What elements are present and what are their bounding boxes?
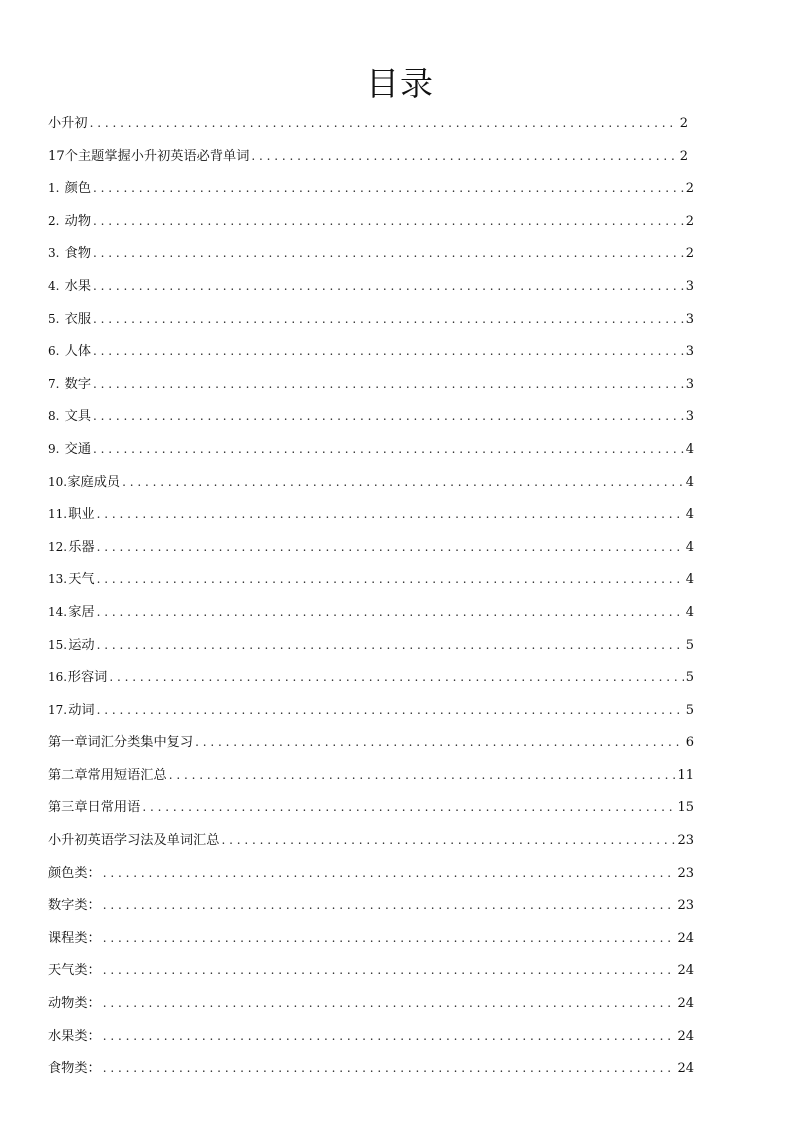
toc-entry-page-number: 3 — [685, 376, 694, 392]
dot-leader — [95, 635, 684, 655]
toc-entry[interactable] — [48, 1026, 694, 1059]
toc-entry[interactable] — [48, 406, 694, 439]
toc-entry[interactable] — [48, 178, 694, 211]
dot-leader — [101, 928, 676, 948]
dot-leader — [91, 439, 684, 459]
toc-entry-label: 水果 — [64, 278, 92, 294]
dot-leader — [101, 993, 676, 1013]
toc-entry-page-number: 4 — [685, 474, 694, 490]
toc-entry[interactable] — [48, 993, 694, 1026]
toc-entry-page-number: 2 — [679, 148, 688, 164]
dot-leader — [101, 1058, 676, 1078]
toc-entry[interactable] — [48, 439, 694, 472]
toc-entry-page-number: 24 — [677, 930, 694, 946]
toc-entry-number: 10. — [48, 474, 68, 489]
toc-entry-page-number: 5 — [685, 637, 694, 653]
toc-entry[interactable] — [48, 895, 694, 928]
dot-leader — [167, 765, 676, 785]
toc-entry-page-number: 24 — [677, 963, 694, 979]
toc-entry-number: 4. — [48, 278, 60, 293]
dot-leader — [95, 602, 684, 622]
toc-entry-number: 13. — [48, 572, 68, 587]
toc-entry[interactable] — [48, 732, 694, 765]
toc-entry-number: 15. — [48, 637, 68, 652]
toc-entry-number: 5. — [48, 311, 60, 326]
toc-entry-label: 形容词 — [67, 670, 108, 686]
toc-entry-number: 11. — [48, 507, 68, 522]
dot-leader — [91, 276, 684, 296]
dot-leader — [120, 472, 684, 492]
toc-entry-label: 数字类： — [48, 898, 101, 914]
toc-entry-number: 3. — [48, 246, 60, 261]
toc-entry-label: 衣服 — [64, 311, 92, 327]
toc-entry-label: 交通 — [64, 441, 92, 457]
toc-entry[interactable] — [48, 667, 694, 700]
toc-entry-number: 1. — [48, 181, 60, 196]
dot-leader — [91, 406, 684, 426]
toc-entry-label: 第三章日常用语 — [48, 800, 141, 816]
toc-entry-page-number: 4 — [685, 572, 694, 588]
dot-leader — [107, 667, 683, 687]
toc-entry[interactable] — [48, 146, 688, 179]
toc-entry-number: 14. — [48, 604, 68, 619]
toc-entry-label: 天气类： — [48, 963, 101, 979]
toc-entry-label: 乐器 — [68, 539, 95, 555]
toc-entry-page-number: 2 — [679, 116, 688, 131]
toc-entry-page-number: 24 — [677, 1061, 694, 1077]
toc-entry-number: 6. — [48, 344, 60, 359]
dot-leader — [95, 504, 684, 524]
toc-entry-label: 家庭成员 — [67, 474, 121, 490]
toc-entry-page-number: 2 — [685, 213, 694, 229]
dot-leader — [219, 830, 675, 850]
toc-entry-label: 颜色 — [64, 181, 92, 197]
toc-entry[interactable] — [48, 569, 694, 602]
toc-entry-label: 家居 — [68, 604, 95, 620]
dot-leader — [91, 374, 684, 394]
toc-entry-page-number: 3 — [685, 278, 694, 294]
toc-entry-label: 人体 — [64, 344, 92, 360]
toc-entry-label: 小升初 — [48, 116, 88, 131]
toc-entry-label: 动词 — [68, 702, 95, 718]
dot-leader — [91, 309, 684, 329]
toc-entry-page-number: 15 — [677, 800, 694, 816]
toc-entry-label: 食物类： — [48, 1061, 101, 1077]
toc-entry-label: 颜色类： — [48, 865, 101, 881]
toc-entry[interactable] — [48, 341, 694, 374]
toc-entry[interactable] — [48, 797, 694, 830]
toc-entry-label: 数字 — [64, 376, 92, 392]
toc-entry-number: 16. — [48, 670, 68, 685]
toc-entry-number: 9. — [48, 441, 60, 456]
toc-entry-number: 17. — [48, 702, 68, 717]
dot-leader — [91, 178, 684, 198]
toc-entry-page-number: 4 — [685, 441, 694, 457]
toc-entry[interactable] — [48, 309, 694, 342]
toc-entry-page-number: 5 — [685, 670, 694, 686]
toc-entry[interactable] — [48, 765, 694, 798]
toc-entry[interactable] — [48, 602, 694, 635]
toc-entry[interactable] — [48, 635, 694, 668]
toc-entry-page-number: 3 — [685, 311, 694, 327]
toc-entry[interactable] — [48, 863, 694, 896]
toc-entry-label: 水果类： — [48, 1028, 101, 1044]
toc-entry-page-number: 5 — [685, 702, 694, 718]
dot-leader — [140, 797, 675, 817]
toc-entry[interactable] — [48, 243, 694, 276]
dot-leader — [91, 341, 684, 361]
toc-entry[interactable] — [48, 504, 694, 537]
toc-entry-page-number: 24 — [677, 1028, 694, 1044]
dot-leader — [101, 1026, 676, 1046]
toc-entry-label: 职业 — [68, 507, 95, 523]
toc-entry[interactable] — [48, 537, 694, 570]
toc-entry-number: 2. — [48, 213, 60, 228]
dot-leader — [95, 700, 684, 720]
toc-entry[interactable] — [48, 276, 694, 309]
page-title: 目录 — [366, 64, 434, 103]
toc-entry-label: 第一章词汇分类集中复习 — [48, 735, 194, 751]
toc-entry[interactable] — [48, 1058, 694, 1091]
toc-entry-label: 小升初英语学习法及单词汇总 — [48, 833, 220, 849]
toc-entry-label: 动物类： — [48, 996, 101, 1012]
toc-entry-page-number: 24 — [677, 996, 694, 1012]
toc-entry-label: 动物 — [64, 213, 92, 229]
toc-entry-page-number: 23 — [677, 865, 694, 881]
toc-entry[interactable] — [48, 472, 694, 505]
toc-entry[interactable] — [48, 830, 694, 863]
toc-entry-page-number: 2 — [685, 246, 694, 262]
dot-leader — [193, 732, 684, 752]
toc-entry-page-number: 3 — [685, 409, 694, 425]
toc-entry[interactable] — [48, 113, 688, 146]
toc-entry-label: 食物 — [64, 246, 92, 262]
toc-entry[interactable] — [48, 211, 694, 244]
toc-entry-page-number: 4 — [685, 539, 694, 555]
toc-entry-label: 17个主题掌握小升初英语必背单词 — [48, 148, 250, 164]
toc-entry-page-number: 23 — [677, 833, 694, 849]
toc-entry-page-number: 2 — [685, 181, 694, 197]
toc-entry-page-number: 6 — [685, 735, 694, 751]
toc-entry[interactable] — [48, 700, 694, 733]
toc-entry-label: 课程类： — [48, 930, 101, 946]
toc-entry-label: 天气 — [68, 572, 95, 588]
dot-leader — [91, 243, 684, 263]
dot-leader — [95, 537, 684, 557]
dot-leader — [249, 146, 677, 166]
toc-entry-page-number: 3 — [685, 344, 694, 360]
dot-leader — [88, 113, 678, 133]
toc-entry-label: 运动 — [68, 637, 95, 653]
toc-entry-label: 第二章常用短语汇总 — [48, 767, 167, 783]
toc-entry-number: 7. — [48, 376, 60, 391]
dot-leader — [101, 960, 676, 980]
toc-entry-number: 8. — [48, 409, 60, 424]
toc-entry-page-number: 11 — [677, 767, 694, 783]
dot-leader — [95, 569, 684, 589]
toc-entry[interactable] — [48, 374, 694, 407]
dot-leader — [91, 211, 684, 231]
toc-entry-page-number: 23 — [677, 898, 694, 914]
toc-entry[interactable] — [48, 960, 694, 993]
dot-leader — [101, 895, 676, 915]
toc-entry-number: 12. — [48, 539, 68, 554]
toc-entry-label: 文具 — [64, 409, 92, 425]
dot-leader — [101, 863, 676, 883]
table-of-contents — [48, 113, 694, 1091]
toc-entry[interactable] — [48, 928, 694, 961]
toc-entry-page-number: 4 — [685, 507, 694, 523]
toc-entry-page-number: 4 — [685, 604, 694, 620]
